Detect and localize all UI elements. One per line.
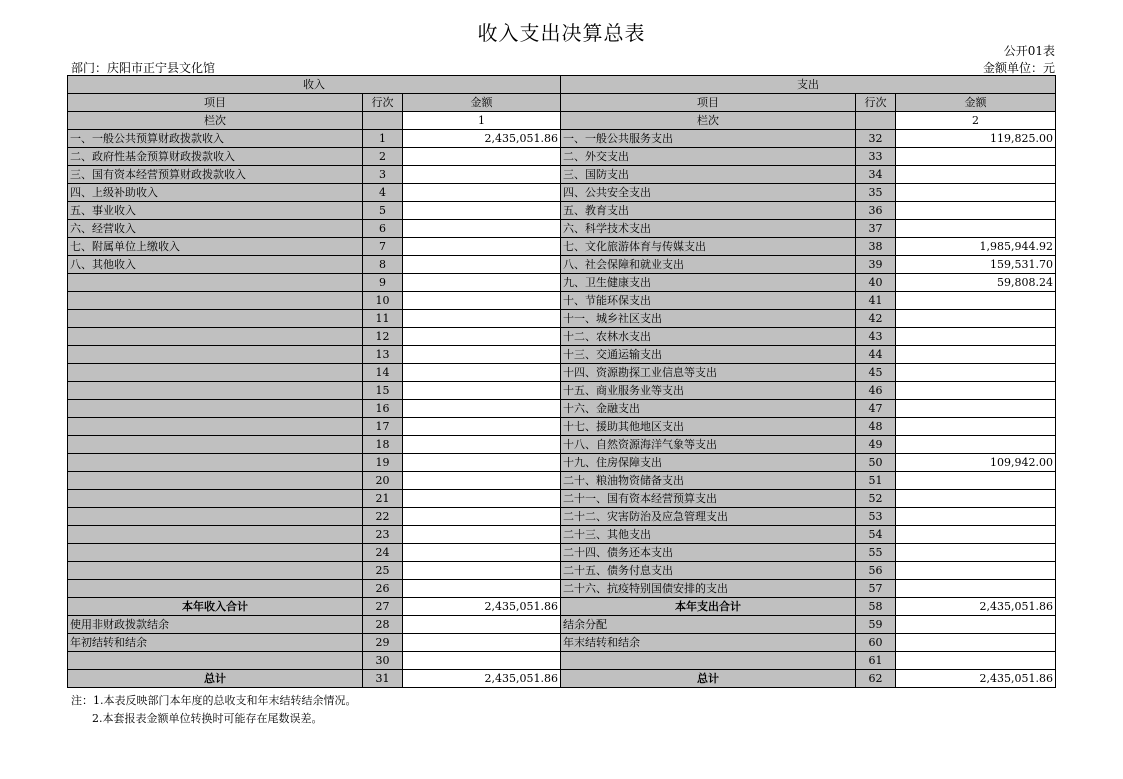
expense-amount-cell — [896, 616, 1056, 634]
income-item-cell: 年初结转和结余 — [68, 634, 363, 652]
income-amount-cell — [403, 616, 561, 634]
expense-amount-cell: 59,808.24 — [896, 274, 1056, 292]
expense-rowno-cell: 55 — [856, 544, 896, 562]
income-amount-cell — [403, 382, 561, 400]
expense-amount-cell — [896, 652, 1056, 670]
income-rowno-cell: 3 — [363, 166, 403, 184]
income-rowno-cell: 31 — [363, 670, 403, 688]
expense-rowno-cell: 36 — [856, 202, 896, 220]
expense-item-cell: 二十三、其他支出 — [561, 526, 856, 544]
expense-amount-cell — [896, 634, 1056, 652]
expense-rowno-cell: 41 — [856, 292, 896, 310]
footnotes — [71, 692, 357, 728]
income-amount-cell: 2,435,051.86 — [403, 670, 561, 688]
table-row — [68, 436, 1056, 454]
expense-item-cell: 八、社会保障和就业支出 — [561, 256, 856, 274]
expense-item-cell: 一、一般公共服务支出 — [561, 130, 856, 148]
income-rowno-cell: 8 — [363, 256, 403, 274]
income-amount-cell — [403, 562, 561, 580]
income-amount-cell — [403, 220, 561, 238]
expense-item-cell: 十二、农林水支出 — [561, 328, 856, 346]
expense-rowno-cell: 53 — [856, 508, 896, 526]
expense-rowno-cell: 46 — [856, 382, 896, 400]
expense-rowno-cell: 51 — [856, 472, 896, 490]
expense-amount-cell — [896, 382, 1056, 400]
income-item-cell — [68, 436, 363, 454]
income-item-cell: 总计 — [68, 670, 363, 688]
expense-item-cell: 六、科学技术支出 — [561, 220, 856, 238]
expense-item-cell: 十三、交通运输支出 — [561, 346, 856, 364]
expense-amount-cell — [896, 364, 1056, 382]
income-item-cell — [68, 580, 363, 598]
income-amount-cell — [403, 400, 561, 418]
expense-rowno-cell: 43 — [856, 328, 896, 346]
income-amount-cell — [403, 418, 561, 436]
expense-rowno-cell: 61 — [856, 652, 896, 670]
income-colno-label: 栏次 — [68, 112, 363, 130]
income-rowno-cell: 19 — [363, 454, 403, 472]
income-rowno-cell: 5 — [363, 202, 403, 220]
income-amount-cell — [403, 292, 561, 310]
header-row-columns — [68, 94, 1056, 112]
expense-amount-cell — [896, 508, 1056, 526]
table-row — [68, 130, 1056, 148]
income-item-cell: 本年收入合计 — [68, 598, 363, 616]
income-amount-cell — [403, 634, 561, 652]
income-amount-cell — [403, 526, 561, 544]
income-item-header: 项目 — [68, 94, 363, 112]
expense-amount-cell — [896, 292, 1056, 310]
income-rowno-cell: 10 — [363, 292, 403, 310]
expense-colno-blank — [856, 112, 896, 130]
table-row — [68, 382, 1056, 400]
income-item-cell — [68, 652, 363, 670]
table-row — [68, 184, 1056, 202]
expense-amount-cell: 119,825.00 — [896, 130, 1056, 148]
income-rowno-cell: 27 — [363, 598, 403, 616]
expense-rowno-cell: 34 — [856, 166, 896, 184]
income-rowno-cell: 6 — [363, 220, 403, 238]
expense-rowno-cell: 48 — [856, 418, 896, 436]
table-code: 公开01表 — [1003, 44, 1055, 58]
income-amount-cell — [403, 436, 561, 454]
table-row — [68, 274, 1056, 292]
expense-rowno-cell: 33 — [856, 148, 896, 166]
expense-rowno-cell: 62 — [856, 670, 896, 688]
expense-item-cell: 二十四、债务还本支出 — [561, 544, 856, 562]
table-row — [68, 346, 1056, 364]
income-amount-cell — [403, 346, 561, 364]
expense-item-cell: 十五、商业服务业等支出 — [561, 382, 856, 400]
income-item-cell — [68, 544, 363, 562]
table-row — [68, 292, 1056, 310]
total-row — [68, 670, 1056, 688]
expense-amount-cell — [896, 544, 1056, 562]
income-amount-cell — [403, 490, 561, 508]
income-amount-cell: 2,435,051.86 — [403, 130, 561, 148]
expense-rowno-cell: 58 — [856, 598, 896, 616]
income-item-cell: 八、其他收入 — [68, 256, 363, 274]
table-row — [68, 166, 1056, 184]
expense-item-cell: 年末结转和结余 — [561, 634, 856, 652]
table-row — [68, 562, 1056, 580]
income-item-cell — [68, 562, 363, 580]
income-amount-cell — [403, 652, 561, 670]
income-item-cell: 二、政府性基金预算财政拨款收入 — [68, 148, 363, 166]
expense-item-cell: 七、文化旅游体育与传媒支出 — [561, 238, 856, 256]
expense-item-cell: 五、教育支出 — [561, 202, 856, 220]
table-row — [68, 490, 1056, 508]
table-row — [68, 328, 1056, 346]
income-rowno-cell: 4 — [363, 184, 403, 202]
expense-item-cell: 十一、城乡社区支出 — [561, 310, 856, 328]
income-rowno-cell: 16 — [363, 400, 403, 418]
income-amount-cell — [403, 328, 561, 346]
income-rowno-cell: 23 — [363, 526, 403, 544]
expense-rowno-cell: 59 — [856, 616, 896, 634]
expense-item-cell: 二十、粮油物资储备支出 — [561, 472, 856, 490]
income-item-cell: 七、附属单位上缴收入 — [68, 238, 363, 256]
expense-rowno-cell: 44 — [856, 346, 896, 364]
income-rowno-cell: 17 — [363, 418, 403, 436]
income-amount-cell — [403, 274, 561, 292]
income-colno-value: 1 — [403, 112, 561, 130]
expense-item-cell: 二、外交支出 — [561, 148, 856, 166]
income-item-cell: 三、国有资本经营预算财政拨款收入 — [68, 166, 363, 184]
income-rowno-cell: 11 — [363, 310, 403, 328]
income-amount-header: 金额 — [403, 94, 561, 112]
expense-rowno-cell: 37 — [856, 220, 896, 238]
expense-amount-cell — [896, 328, 1056, 346]
income-item-cell — [68, 400, 363, 418]
expense-rowno-header: 行次 — [856, 94, 896, 112]
expense-item-cell: 二十二、灾害防治及应急管理支出 — [561, 508, 856, 526]
expense-amount-cell — [896, 472, 1056, 490]
expense-rowno-cell: 39 — [856, 256, 896, 274]
table-row — [68, 418, 1056, 436]
expense-amount-cell: 2,435,051.86 — [896, 598, 1056, 616]
expense-item-cell: 总计 — [561, 670, 856, 688]
income-item-cell — [68, 382, 363, 400]
footnote-1: 注：1.本表反映部门本年度的总收支和年末结转结余情况。 — [71, 694, 357, 707]
income-item-cell: 四、上级补助收入 — [68, 184, 363, 202]
table-row — [68, 526, 1056, 544]
income-item-cell — [68, 346, 363, 364]
expense-amount-cell — [896, 400, 1056, 418]
expense-rowno-cell: 38 — [856, 238, 896, 256]
expense-rowno-cell: 49 — [856, 436, 896, 454]
expense-item-cell: 十八、自然资源海洋气象等支出 — [561, 436, 856, 454]
expense-item-header: 项目 — [561, 94, 856, 112]
income-section-header: 收入 — [68, 76, 561, 94]
expense-rowno-cell: 57 — [856, 580, 896, 598]
table-row — [68, 652, 1056, 670]
income-item-cell — [68, 508, 363, 526]
income-expense-table — [67, 75, 1056, 688]
expense-rowno-cell: 45 — [856, 364, 896, 382]
table-row — [68, 310, 1056, 328]
income-rowno-cell: 12 — [363, 328, 403, 346]
expense-amount-cell — [896, 148, 1056, 166]
table-row — [68, 400, 1056, 418]
income-rowno-cell: 21 — [363, 490, 403, 508]
table-row — [68, 364, 1056, 382]
income-amount-cell — [403, 472, 561, 490]
income-rowno-header: 行次 — [363, 94, 403, 112]
income-item-cell: 五、事业收入 — [68, 202, 363, 220]
table-row — [68, 508, 1056, 526]
income-rowno-cell: 7 — [363, 238, 403, 256]
page-title: 收入支出决算总表 — [477, 21, 646, 45]
income-item-cell: 六、经营收入 — [68, 220, 363, 238]
expense-item-cell: 十、节能环保支出 — [561, 292, 856, 310]
income-item-cell — [68, 472, 363, 490]
expense-rowno-cell: 35 — [856, 184, 896, 202]
expense-section-header: 支出 — [561, 76, 1056, 94]
income-amount-cell — [403, 256, 561, 274]
expense-amount-cell — [896, 184, 1056, 202]
income-amount-cell — [403, 580, 561, 598]
expense-rowno-cell: 47 — [856, 400, 896, 418]
income-amount-cell — [403, 310, 561, 328]
expense-amount-cell — [896, 346, 1056, 364]
subtotal-row — [68, 598, 1056, 616]
income-rowno-cell: 29 — [363, 634, 403, 652]
expense-item-cell: 四、公共安全支出 — [561, 184, 856, 202]
expense-amount-cell — [896, 220, 1056, 238]
income-item-cell — [68, 292, 363, 310]
table-row — [68, 580, 1056, 598]
expense-amount-cell — [896, 310, 1056, 328]
income-rowno-cell: 14 — [363, 364, 403, 382]
income-rowno-cell: 13 — [363, 346, 403, 364]
income-item-cell — [68, 364, 363, 382]
table-row — [68, 544, 1056, 562]
income-amount-cell — [403, 238, 561, 256]
income-rowno-cell: 25 — [363, 562, 403, 580]
table-row — [68, 256, 1056, 274]
income-item-cell — [68, 418, 363, 436]
income-rowno-cell: 2 — [363, 148, 403, 166]
table-row — [68, 454, 1056, 472]
income-item-cell — [68, 454, 363, 472]
table-row — [68, 148, 1056, 166]
income-rowno-cell: 24 — [363, 544, 403, 562]
expense-item-cell: 九、卫生健康支出 — [561, 274, 856, 292]
expense-amount-cell — [896, 202, 1056, 220]
expense-rowno-cell: 32 — [856, 130, 896, 148]
income-amount-cell — [403, 454, 561, 472]
income-amount-cell — [403, 508, 561, 526]
income-item-cell — [68, 310, 363, 328]
expense-amount-cell: 1,985,944.92 — [896, 238, 1056, 256]
income-item-cell — [68, 328, 363, 346]
income-rowno-cell: 1 — [363, 130, 403, 148]
header-row-colno — [68, 112, 1056, 130]
expense-rowno-cell: 54 — [856, 526, 896, 544]
expense-item-cell: 十六、金融支出 — [561, 400, 856, 418]
expense-amount-header: 金额 — [896, 94, 1056, 112]
income-amount-cell — [403, 148, 561, 166]
income-item-cell — [68, 490, 363, 508]
income-amount-cell — [403, 202, 561, 220]
expense-item-cell: 十七、援助其他地区支出 — [561, 418, 856, 436]
income-item-cell: 一、一般公共预算财政拨款收入 — [68, 130, 363, 148]
expense-amount-cell: 159,531.70 — [896, 256, 1056, 274]
expense-amount-cell — [896, 436, 1056, 454]
table-row — [68, 202, 1056, 220]
department-label: 部门：庆阳市正宁县文化馆 — [71, 61, 216, 75]
expense-amount-cell: 109,942.00 — [896, 454, 1056, 472]
income-amount-cell — [403, 184, 561, 202]
expense-amount-cell — [896, 526, 1056, 544]
expense-rowno-cell: 60 — [856, 634, 896, 652]
income-rowno-cell: 28 — [363, 616, 403, 634]
table-row — [68, 238, 1056, 256]
expense-rowno-cell: 40 — [856, 274, 896, 292]
income-rowno-cell: 30 — [363, 652, 403, 670]
expense-item-cell: 十九、住房保障支出 — [561, 454, 856, 472]
expense-item-cell: 二十一、国有资本经营预算支出 — [561, 490, 856, 508]
expense-item-cell: 结余分配 — [561, 616, 856, 634]
expense-item-cell — [561, 652, 856, 670]
income-item-cell — [68, 526, 363, 544]
expense-colno-label: 栏次 — [561, 112, 856, 130]
income-item-cell: 使用非财政拨款结余 — [68, 616, 363, 634]
table-row — [68, 220, 1056, 238]
expense-rowno-cell: 42 — [856, 310, 896, 328]
income-item-cell — [68, 274, 363, 292]
expense-amount-cell — [896, 418, 1056, 436]
table-row — [68, 472, 1056, 490]
expense-rowno-cell: 52 — [856, 490, 896, 508]
expense-item-cell: 二十五、债务付息支出 — [561, 562, 856, 580]
unit-label: 金额单位：元 — [982, 61, 1055, 75]
expense-amount-cell: 2,435,051.86 — [896, 670, 1056, 688]
table-row — [68, 634, 1056, 652]
income-amount-cell — [403, 364, 561, 382]
income-amount-cell — [403, 544, 561, 562]
income-rowno-cell: 18 — [363, 436, 403, 454]
income-rowno-cell: 22 — [363, 508, 403, 526]
expense-item-cell: 本年支出合计 — [561, 598, 856, 616]
expense-item-cell: 二十六、抗疫特别国债安排的支出 — [561, 580, 856, 598]
expense-amount-cell — [896, 562, 1056, 580]
expense-amount-cell — [896, 490, 1056, 508]
expense-rowno-cell: 50 — [856, 454, 896, 472]
income-amount-cell: 2,435,051.86 — [403, 598, 561, 616]
expense-rowno-cell: 56 — [856, 562, 896, 580]
income-amount-cell — [403, 166, 561, 184]
income-rowno-cell: 26 — [363, 580, 403, 598]
header-row-sections — [68, 76, 1056, 94]
table-row — [68, 616, 1056, 634]
income-rowno-cell: 9 — [363, 274, 403, 292]
footnote-2: 2.本套报表金额单位转换时可能存在尾数误差。 — [92, 712, 323, 725]
expense-amount-cell — [896, 580, 1056, 598]
expense-colno-value: 2 — [896, 112, 1056, 130]
income-rowno-cell: 15 — [363, 382, 403, 400]
expense-item-cell: 三、国防支出 — [561, 166, 856, 184]
expense-amount-cell — [896, 166, 1056, 184]
income-colno-blank — [363, 112, 403, 130]
income-rowno-cell: 20 — [363, 472, 403, 490]
expense-item-cell: 十四、资源勘探工业信息等支出 — [561, 364, 856, 382]
